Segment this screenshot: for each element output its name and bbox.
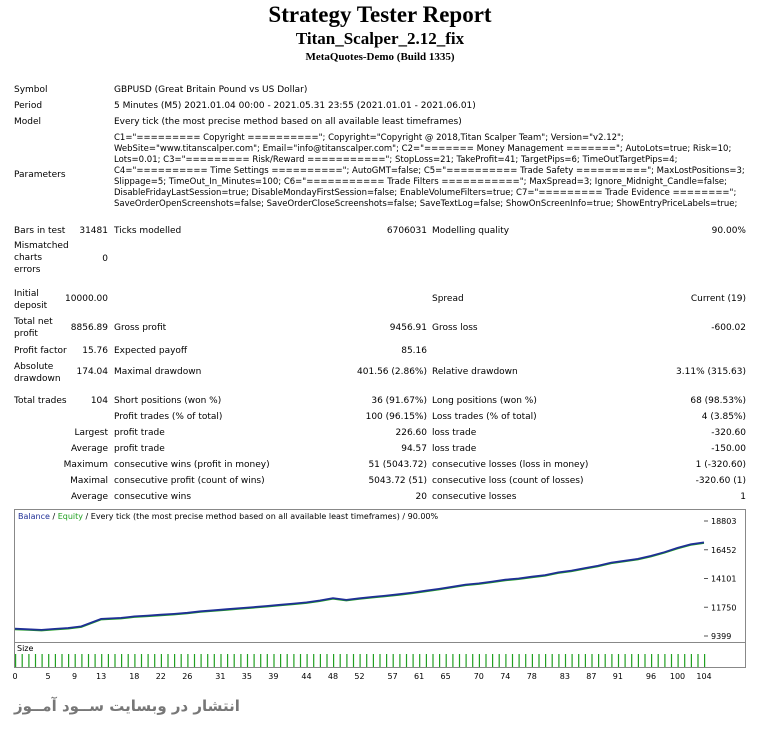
size-bar xyxy=(525,654,526,667)
x-tick-label: 35 xyxy=(241,672,252,681)
profit-trades-label: Profit trades (% of total) xyxy=(114,412,223,422)
x-tick-label: 100 xyxy=(669,672,686,681)
y-tick-label: 18803 xyxy=(711,517,737,526)
size-bar xyxy=(499,654,500,667)
size-bar xyxy=(459,654,460,667)
size-bar xyxy=(121,654,122,667)
size-bar xyxy=(333,654,334,667)
size-bar xyxy=(558,654,559,667)
relative-drawdown-label: Relative drawdown xyxy=(432,367,518,377)
avg-consecutive-losses-label: consecutive losses xyxy=(432,492,517,502)
size-bar xyxy=(578,654,579,667)
max-consecutive-profit-label: consecutive profit (count of wins) xyxy=(114,476,265,486)
net-profit-label: profit xyxy=(14,329,38,339)
x-tick-label: 52 xyxy=(354,672,365,681)
size-bar xyxy=(346,654,347,667)
max-consecutive-loss-value: -320.60 (1) xyxy=(695,476,746,486)
x-tick-label: 61 xyxy=(414,672,425,681)
bars-label: Bars in test xyxy=(14,226,66,236)
parameter-line: SaveOrderOpenScreenshots=false; SaveOrderCloseScreenshots=false; SaveTextLog=false; ShowOnScreenInfo=true; ShowEntryPriceLabels=true; xyxy=(114,199,738,209)
expert-name: Titan_Scalper_2.12_fix xyxy=(295,29,465,48)
avg-consecutive-losses-value: 1 xyxy=(740,492,746,502)
size-bar xyxy=(638,654,639,667)
largest-label: Largest xyxy=(74,428,108,438)
x-tick-label: 65 xyxy=(440,672,451,681)
size-bar xyxy=(545,654,546,667)
long-positions-value: 68 (98.53%) xyxy=(690,396,746,406)
profit-factor-value: 15.76 xyxy=(82,346,108,356)
size-bar xyxy=(505,654,506,667)
size-bar xyxy=(68,654,69,667)
size-label: Size xyxy=(17,644,34,653)
size-bar xyxy=(254,654,255,667)
size-bar xyxy=(88,654,89,667)
x-tick-label: 39 xyxy=(268,672,279,681)
gross-profit-label: Gross profit xyxy=(114,323,167,333)
absolute-drawdown-value: 174.04 xyxy=(76,367,108,377)
parameter-line: C1="========= Copyright =========="; Copyright="Copyright @ 2018,Titan Scalper Team"; Version="v2.12"; xyxy=(114,133,624,143)
x-tick-label: 57 xyxy=(387,672,398,681)
x-tick-label: 87 xyxy=(586,672,597,681)
size-bar xyxy=(452,654,453,667)
size-bar xyxy=(413,654,414,667)
size-bar xyxy=(618,654,619,667)
size-bar xyxy=(373,654,374,667)
size-bar xyxy=(466,654,467,667)
y-tick-label: 9399 xyxy=(711,632,732,641)
size-bar xyxy=(386,654,387,667)
size-bar xyxy=(472,654,473,667)
size-bar xyxy=(15,654,16,667)
size-bar xyxy=(148,654,149,667)
parameters-label: Parameters xyxy=(14,170,66,180)
size-bar xyxy=(631,654,632,667)
size-bar xyxy=(134,654,135,667)
legend-model: / Every tick (the most precise method based on all available least timeframes) / 90.00% xyxy=(82,512,439,521)
size-bar xyxy=(678,654,679,667)
loss-trades-value: 4 (3.85%) xyxy=(701,412,746,422)
x-tick-label: 48 xyxy=(327,672,339,681)
size-bar xyxy=(697,654,698,667)
size-bar xyxy=(260,654,261,667)
x-tick-label: 26 xyxy=(182,672,193,681)
max-consecutive-loss-label: consecutive loss (count of losses) xyxy=(432,476,584,486)
size-histogram xyxy=(14,642,746,668)
long-positions-label: Long positions (won %) xyxy=(432,396,537,406)
chart-legend xyxy=(18,512,439,521)
size-bar xyxy=(207,654,208,667)
legend-balance: Balance xyxy=(18,512,50,521)
size-bar xyxy=(61,654,62,667)
max-consecutive-losses-label: consecutive losses (loss in money) xyxy=(432,460,589,470)
average2-label: Average xyxy=(71,492,108,502)
size-bar xyxy=(446,654,447,667)
x-tick-label: 70 xyxy=(473,672,484,681)
size-bar xyxy=(585,654,586,667)
size-bar xyxy=(42,654,43,667)
parameter-line: Lots=0.01; C3="========= Risk/Reward ==========="; StopLoss=21; TakeProfit=41; TargetPips=6; TimeOutTargetPips=4; xyxy=(114,155,678,165)
chart-frame xyxy=(15,510,746,643)
quality-label: Modelling quality xyxy=(432,226,510,236)
gross-loss-value: -600.02 xyxy=(711,323,746,333)
legend-equity: Equity xyxy=(57,512,83,521)
model-value: Every tick (the most precise method based on all available least timeframes) xyxy=(114,117,462,127)
size-bar xyxy=(307,654,308,667)
size-bar xyxy=(108,654,109,667)
x-tick-label: 44 xyxy=(301,672,312,681)
x-tick-label: 18 xyxy=(129,672,140,681)
average-label: Average xyxy=(71,444,108,454)
size-bar xyxy=(691,654,692,667)
size-bar xyxy=(240,654,241,667)
report-title: Strategy Tester Report xyxy=(268,2,492,27)
size-bar xyxy=(651,654,652,667)
profit-factor-label: Profit factor xyxy=(14,346,67,356)
mismatch-label: Mismatched xyxy=(14,241,69,251)
x-tick-label: 22 xyxy=(155,672,166,681)
largest-profit-trade-label: profit trade xyxy=(114,428,165,438)
size-bar xyxy=(360,654,361,667)
maximal-drawdown-value: 401.56 (2.86%) xyxy=(357,367,427,377)
period-value: 5 Minutes (M5) 2021.01.04 00:00 - 2021.05.31 23:55 (2021.01.01 - 2021.06.01) xyxy=(114,101,476,111)
size-bar xyxy=(565,654,566,667)
size-bar xyxy=(538,654,539,667)
size-bar xyxy=(320,654,321,667)
size-bar xyxy=(598,654,599,667)
gross-profit-value: 9456.91 xyxy=(389,323,427,333)
size-bar xyxy=(658,654,659,667)
max-consecutive-wins-value: 51 (5043.72) xyxy=(368,460,427,470)
size-bar xyxy=(591,654,592,667)
max-consecutive-wins-label: consecutive wins (profit in money) xyxy=(114,460,270,470)
y-tick-label: 11750 xyxy=(711,603,737,613)
size-bar xyxy=(406,654,407,667)
size-bar xyxy=(187,654,188,667)
average-loss-trade-label: loss trade xyxy=(432,444,477,454)
size-bar xyxy=(532,654,533,667)
x-axis xyxy=(14,670,746,682)
size-bar xyxy=(128,654,129,667)
average-loss-trade-value: -150.00 xyxy=(711,444,746,454)
size-bar xyxy=(519,654,520,667)
size-bar xyxy=(167,654,168,667)
size-bar xyxy=(181,654,182,667)
max-consecutive-profit-value: 5043.72 (51) xyxy=(368,476,427,486)
x-tick-label: 31 xyxy=(215,672,226,681)
size-bar xyxy=(704,654,705,667)
size-bar xyxy=(492,654,493,667)
size-bar xyxy=(95,654,96,667)
size-bar xyxy=(35,654,36,667)
mismatch-label: errors xyxy=(14,265,41,275)
x-tick-label: 91 xyxy=(612,672,623,681)
x-tick-label: 13 xyxy=(96,672,107,681)
size-bar xyxy=(313,654,314,667)
size-bar xyxy=(684,654,685,667)
mismatch-label: charts xyxy=(14,253,43,263)
size-bar xyxy=(432,654,433,667)
net-profit-value: 8856.89 xyxy=(70,323,108,333)
spread-value: Current (19) xyxy=(690,294,746,304)
size-bar xyxy=(161,654,162,667)
parameter-line: C4="========== Time Settings =========="; AutoGMT=false; C5="========== Trade Safety =========="; MaxLostPositions=3; xyxy=(114,166,745,176)
size-bar xyxy=(664,654,665,667)
x-tick-label: 5 xyxy=(45,672,51,681)
size-bar xyxy=(366,654,367,667)
gross-loss-label: Gross loss xyxy=(432,323,478,333)
spread-label: Spread xyxy=(432,294,464,304)
size-bar xyxy=(201,654,202,667)
size-bar xyxy=(485,654,486,667)
size-bar xyxy=(48,654,49,667)
size-bar xyxy=(227,654,228,667)
expected-payoff-value: 85.16 xyxy=(401,346,427,356)
size-bar xyxy=(379,654,380,667)
maximum-label: Maximum xyxy=(63,460,108,470)
symbol-label: Symbol xyxy=(14,85,48,95)
x-tick-label: 78 xyxy=(526,672,537,681)
size-bar xyxy=(81,654,82,667)
deposit-label: deposit xyxy=(14,301,48,311)
size-bar xyxy=(552,654,553,667)
x-tick-label: 0 xyxy=(12,672,18,681)
x-tick-label: 83 xyxy=(559,672,570,681)
net-profit-label: Total net xyxy=(14,317,53,327)
max-consecutive-losses-value: 1 (-320.60) xyxy=(695,460,746,470)
size-bar xyxy=(287,654,288,667)
size-bar xyxy=(326,654,327,667)
balance-chart xyxy=(14,509,746,643)
size-bar xyxy=(114,654,115,667)
size-bar xyxy=(267,654,268,667)
y-tick-label: 14101 xyxy=(711,574,737,584)
x-tick-label: 74 xyxy=(500,672,511,681)
short-positions-label: Short positions (won %) xyxy=(114,396,222,406)
size-bar xyxy=(220,654,221,667)
short-positions-value: 36 (91.67%) xyxy=(371,396,427,406)
largest-profit-trade-value: 226.60 xyxy=(395,428,427,438)
x-tick-label: 104 xyxy=(696,672,712,681)
maximal-label: Maximal xyxy=(70,476,108,486)
mismatch-value: 0 xyxy=(102,254,108,264)
size-bar xyxy=(340,654,341,667)
absolute-drawdown-label: Absolute xyxy=(14,362,54,372)
size-bar xyxy=(671,654,672,667)
total-trades-value: 104 xyxy=(90,396,108,406)
size-bar xyxy=(512,654,513,667)
size-bar xyxy=(611,654,612,667)
size-bar xyxy=(234,654,235,667)
expected-payoff-label: Expected payoff xyxy=(114,346,188,356)
size-bar xyxy=(293,654,294,667)
size-bar xyxy=(214,654,215,667)
size-bar xyxy=(174,654,175,667)
average-profit-trade-label: profit trade xyxy=(114,444,165,454)
ticks-label: Ticks modelled xyxy=(114,226,182,236)
size-bar xyxy=(75,654,76,667)
size-bar xyxy=(419,654,420,667)
absolute-drawdown-label: drawdown xyxy=(14,374,61,384)
size-bar xyxy=(605,654,606,667)
parameter-line: Slippage=5; TimeOut_In_Minutes=100; C6="=========== Trade Filters ==========="; MaxSpread=3; Ignore_Midnight_Candle=false; xyxy=(114,177,728,187)
average-profit-trade-value: 94.57 xyxy=(401,444,427,454)
size-bar xyxy=(393,654,394,667)
size-bar xyxy=(439,654,440,667)
size-bar xyxy=(22,654,23,667)
ticks-value: 6706031 xyxy=(386,226,427,236)
profit-trades-value: 100 (96.15%) xyxy=(365,412,427,422)
period-label: Period xyxy=(14,101,43,111)
size-bar xyxy=(353,654,354,667)
size-bar xyxy=(141,654,142,667)
size-bar xyxy=(280,654,281,667)
size-bar xyxy=(399,654,400,667)
x-ticks xyxy=(12,672,711,681)
size-bar xyxy=(273,654,274,667)
deposit-label: Initial xyxy=(14,289,39,299)
size-bar xyxy=(625,654,626,667)
y-tick-label: 16452 xyxy=(711,545,737,555)
bars-value: 31481 xyxy=(79,226,108,236)
x-tick-label: 9 xyxy=(72,672,78,681)
size-bar xyxy=(300,654,301,667)
parameter-line: WebSite="www.titanscalper.com"; Email="info@titanscalper.com"; C2="======= Money Management ======="; AutoLots=true; Risk=10; xyxy=(114,144,732,154)
legend-separator: / xyxy=(49,512,58,521)
symbol-value: GBPUSD (Great Britain Pound vs US Dollar) xyxy=(114,85,308,95)
size-bar xyxy=(479,654,480,667)
maximal-drawdown-label: Maximal drawdown xyxy=(114,367,202,377)
server-info: MetaQuotes-Demo (Build 1335) xyxy=(305,51,455,63)
quality-value: 90.00% xyxy=(711,226,746,236)
size-bar xyxy=(426,654,427,667)
size-bar xyxy=(55,654,56,667)
largest-loss-trade-value: -320.60 xyxy=(711,428,746,438)
x-tick-label: 96 xyxy=(645,672,657,681)
size-bar xyxy=(154,654,155,667)
size-bar xyxy=(194,654,195,667)
avg-consecutive-wins-label: consecutive wins xyxy=(114,492,192,502)
watermark-text: انتشار در وبسایت ســود آمــوز xyxy=(14,697,240,715)
loss-trades-label: Loss trades (% of total) xyxy=(432,412,537,422)
size-bar xyxy=(572,654,573,667)
model-label: Model xyxy=(14,117,42,127)
size-bar xyxy=(101,654,102,667)
avg-consecutive-wins-value: 20 xyxy=(415,492,427,502)
deposit-value: 10000.00 xyxy=(65,294,108,304)
parameter-line: DisableFridayLastSession=true; DisableMondayFirstSession=false; EnableVolumeFilters=true; C7="========= Trade Evidence ========"; xyxy=(114,188,737,198)
largest-loss-trade-label: loss trade xyxy=(432,428,477,438)
size-bar xyxy=(28,654,29,667)
total-trades-label: Total trades xyxy=(14,396,67,406)
size-bar xyxy=(644,654,645,667)
size-bar xyxy=(247,654,248,667)
relative-drawdown-value: 3.11% (315.63) xyxy=(676,367,746,377)
